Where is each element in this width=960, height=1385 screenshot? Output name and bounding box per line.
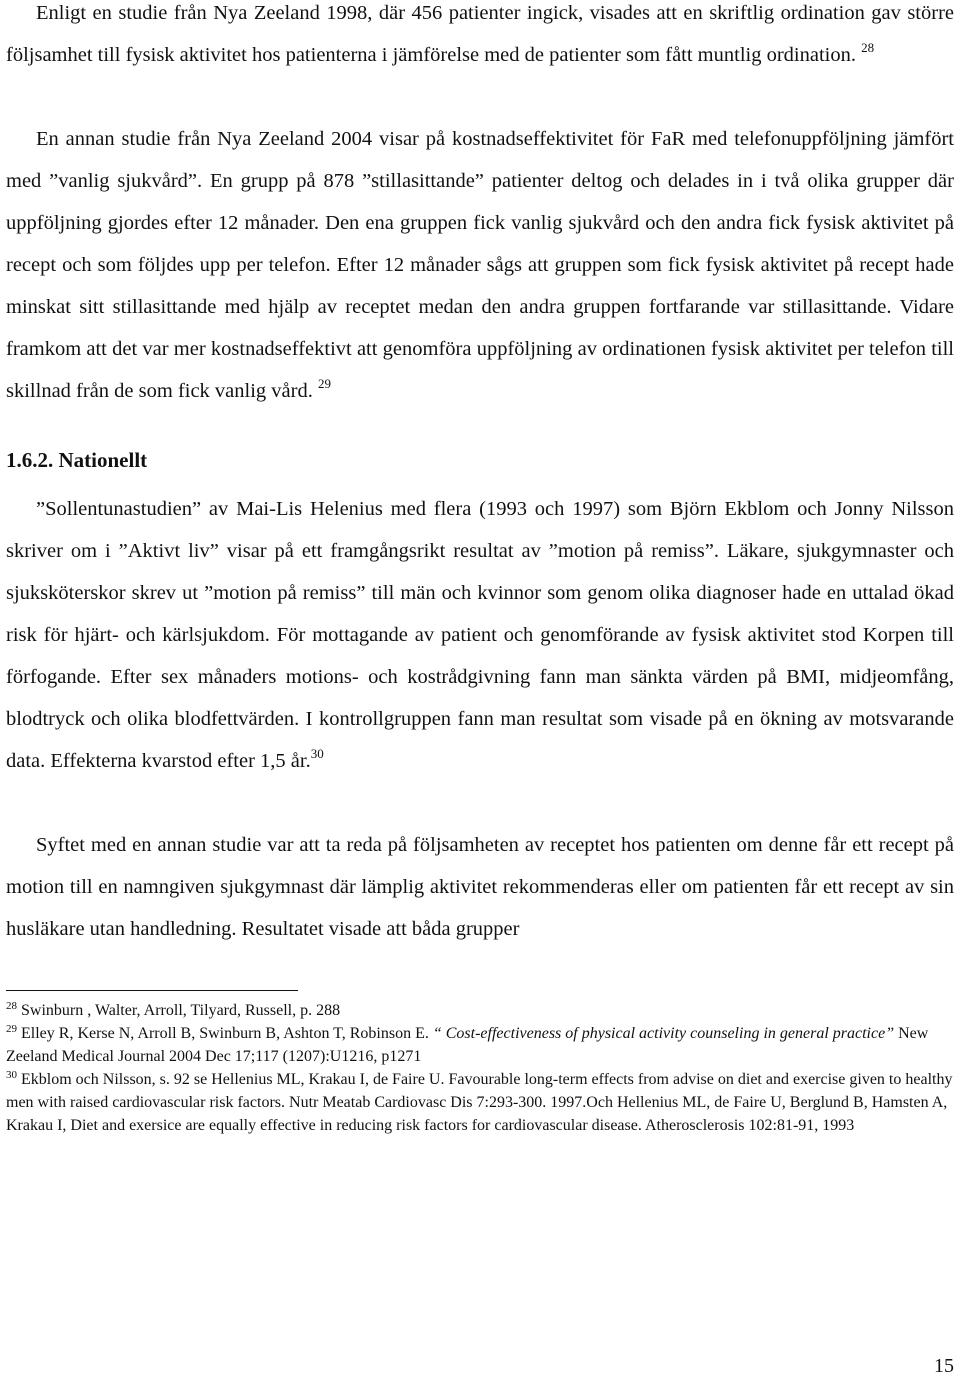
page-number: 15 (934, 1355, 954, 1377)
paragraph-nz-2004 (6, 118, 954, 412)
footnote-29 (6, 1022, 954, 1068)
paragraph-text: ”Sollentunastudien” av Mai-Lis Helenius med flera (1993 och 1997) som Björn Ekblom och Jonny Nilsson skriver om i ”Aktivt liv” visar på ett framgångsrikt resultat av ”motion på remiss”. Läkare, sjukgymnaster och sjuksköterskor skrev ut ”motion på remiss” till män och kvinnor som genom olika diagnoser hade en uttalad ökad risk för hjärt- och kärlsjukdom. För mottagande av patient och genomförande av fysisk aktivitet stod Korpen till förfogande. Efter sex månaders motions- och kostrådgivning fann man sänkta värden på BMI, midjeomfång, blodtryck och olika blodfettvärden. I kontrollgruppen fann man resultat som visade på en ökning av motsvarande data. Effekterna kvarstod efter 1,5 år. (6, 498, 954, 772)
document-page (6, 0, 954, 1137)
section-heading: 1.6.2. Nationellt (6, 448, 148, 472)
paragraph-text: En annan studie från Nya Zeeland 2004 visar på kostnadseffektivitet för FaR med telefonuppföljning jämfört med ”vanlig sjukvård”. En grupp på 878 ”stillasittande” patienter deltog och delades in i två olika grupper där uppföljning gjordes efter 12 månader. Den ena gruppen fick vanlig sjukvård och den andra fick fysisk aktivitet på recept och som följdes upp per telefon. Efter 12 månader sågs att gruppen som fick fysisk aktivitet på recept hade minskat sitt stillasittande med hjälp av receptet medan den andra gruppen fortfarande var stillasittande. Vidare framkom att det var mer kostnadseffektivt att genomföra uppföljning av ordinationen fysisk aktivitet per telefon till skillnad från de som fick vanlig vård. (6, 128, 954, 402)
paragraph-adherence (6, 824, 954, 950)
paragraph-nz-1998 (6, 0, 954, 76)
paragraph-sollentuna (6, 488, 954, 782)
footnote-30 (6, 1068, 954, 1137)
paragraph-text: Syftet med en annan studie var att ta reda på följsamheten av receptet hos patienten om denne får ett recept på motion till en namngiven sjukgymnast där lämplig aktivitet rekommenderas eller om patienten får ett recept av sin husläkare utan handledning. Resultatet visade att båda grupper (6, 834, 954, 940)
footnote-text: Elley R, Kerse N, Arroll B, Swinburn B, Ashton T, Robinson E. (21, 1025, 433, 1042)
footnote-text: Ekblom och Nilsson, s. 92 se Hellenius ML, Krakau I, de Faire U. Favourable long-term effects from advise on diet and exercise given to healthy men with raised cardiovascular risk factors. Nutr Meatab Cardiovasc Dis 7:293-300. 1997.Och Hellenius ML, de Faire U, Berglund B, Hamsten A, Krakau I, Diet and exersice are equally effective in reducing risk factors for cardiovascular disease. Atherosclerosis 102:81-91, 1993 (6, 1071, 953, 1134)
footnote-number: 28 (6, 1000, 17, 1012)
footnote-28 (6, 999, 954, 1022)
footnote-title: “ Cost-effectiveness of physical activity counseling in general practice” (432, 1025, 895, 1042)
footnote-text-journal: New Zeeland Medical Journal 2004 Dec 17;117 (1207):U1216, p1271 (6, 1025, 929, 1065)
footnote-divider (6, 990, 298, 991)
footnote-text: Swinburn , Walter, Arroll, Tilyard, Russell, p. 288 (21, 1002, 341, 1019)
footnote-number: 30 (6, 1069, 17, 1081)
footnote-ref: 29 (317, 376, 331, 391)
footnote-ref: 28 (861, 40, 875, 55)
footnote-number: 29 (6, 1023, 17, 1035)
paragraph-text: Enligt en studie från Nya Zeeland 1998, där 456 patienter ingick, visades att en skriftlig ordination gav större följsamhet till fysisk aktivitet hos patienterna i jämförelse med de patienter som fått muntlig ordination. (6, 2, 954, 66)
footnotes (6, 999, 954, 1137)
footnote-ref: 30 (310, 746, 324, 761)
